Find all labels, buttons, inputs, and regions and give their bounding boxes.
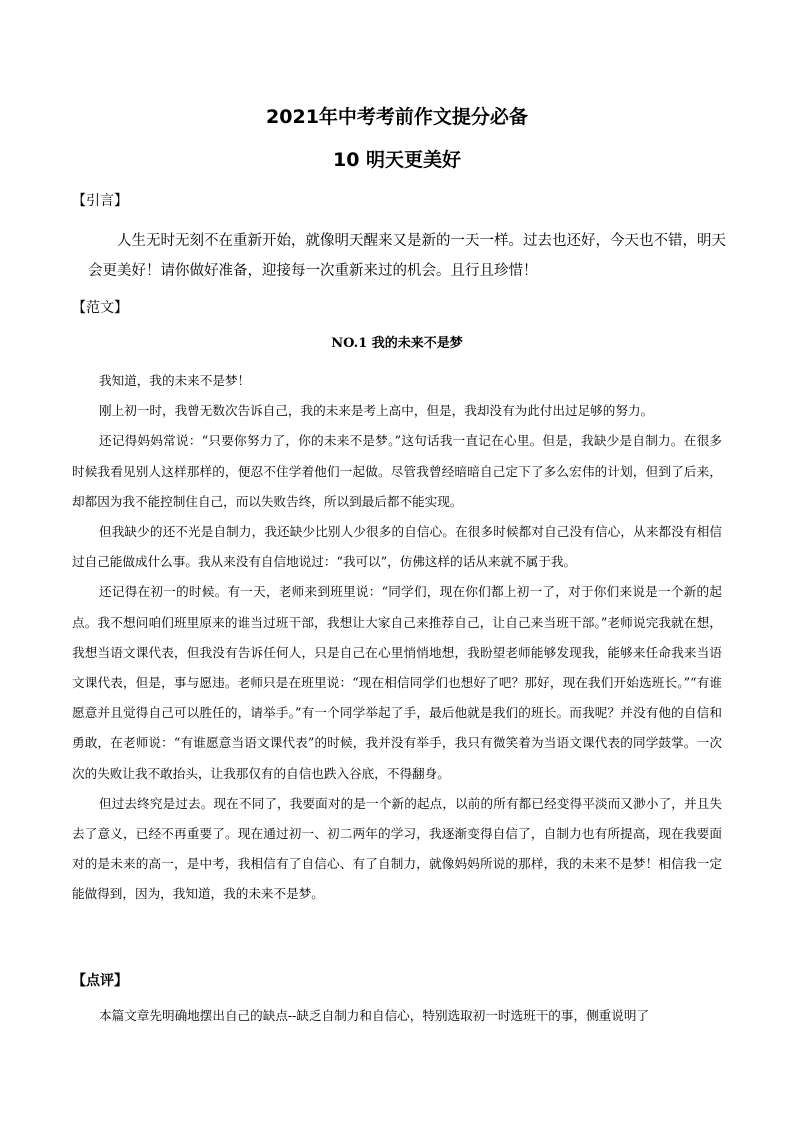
essay-paragraph: 还记得妈妈常说：“只要你努力了，你的未来不是梦。”这句话我一直记在心里。但是，我缺少是自制力。在很多时候我看见别人这样那样的，便忍不住学着他们一起做。尽管我曾经暗暗自己定下了多么宏伟的计划，但到了后来，却都因为我不能控制住自己，而以失败告终，所以到最后都不能实现。 [72,433,722,509]
essay-paragraph: 我知道，我的未来不是梦！ [99,373,251,388]
essay-paragraph: 但过去终究是过去。现在不同了，我要面对的是一个新的起点，以前的所有都已经变得平淡而又渺小了，并且失去了意义，已经不再重要了。现在通过初一、初二两年的学习，我逐渐变得自信了，自制力也有所提高，现在我要面对的是未来的高一，是中考，我相信有了自信心、有了自制力，就像妈妈所说的那样，我的未来不是梦！相信我一定能做得到，因为，我知道，我的未来不是梦。 [72,795,722,902]
essay-paragraph: 还记得在初一的时候。有一天，老师来到班里说：“同学们，现在你们都上初一了，对于你们来说是一个新的起点。我不想问咱们班里原来的谁当过班干部，我想让大家自己来推荐自己，让自己来当班干部。”老师说完我就在想，我想当语文课代表，但我没有告诉任何人，只是自己在心里悄悄地想，我盼望老师能够发现我，能够来任命我来当语文课代表，但是，事与愿违。老师只是在班里说：“现在相信同学们也想好了吧？那好，现在我们开始选班长。”“有谁愿意并且觉得自己可以胜任的，请举手。”有一个同学举起了手，最后他就是我们的班长。而我呢？并没有他的自信和勇敢，在老师说：“有谁愿意当语文课代表”的时候，我并没有举手，我只有微笑着为当语文课代表的同学鼓掌。一次次的失败让我不敢抬头，让我那仅有的自信也跌入谷底，不得翻身。 [72,584,722,781]
document-title: 2021年中考考前作文提分必备 [266,106,528,128]
intro-text: 人生无时无刻不在重新开始，就像明天醒来又是新的一天一样。过去也还好，今天也不错，明天会更美好！请你做好准备，迎接每一次重新来过的机会。且行且珍惜！ [88,233,726,279]
intro-label: 【引言】 [72,193,128,209]
essay-paragraph: 刚上初一时，我曾无数次告诉自己，我的未来是考上高中，但是，我却没有为此付出过足够的努力。 [99,403,654,419]
essay-title: NO.1 我的未来不是梦 [331,336,463,351]
document-subtitle: 10 明天更美好 [332,149,462,171]
essay-paragraph: 但我缺少的还不光是自制力，我还缺少比别人少很多的自信心。在很多时候都对自己没有信心，从来都没有相信过自己能做成什么事。我从来没有自信地说过：“我可以”，仿佛这样的话从来就不属于我。 [72,524,722,570]
comment-label: 【点评】 [72,973,128,989]
comment-text: 本篇文章先明确地摆出自己的缺点--缺乏自制力和自信心，特别选取初一时选班干的事，侧重说明了 [99,1008,650,1023]
sample-label: 【范文】 [72,300,128,316]
essay-body [72,366,722,910]
